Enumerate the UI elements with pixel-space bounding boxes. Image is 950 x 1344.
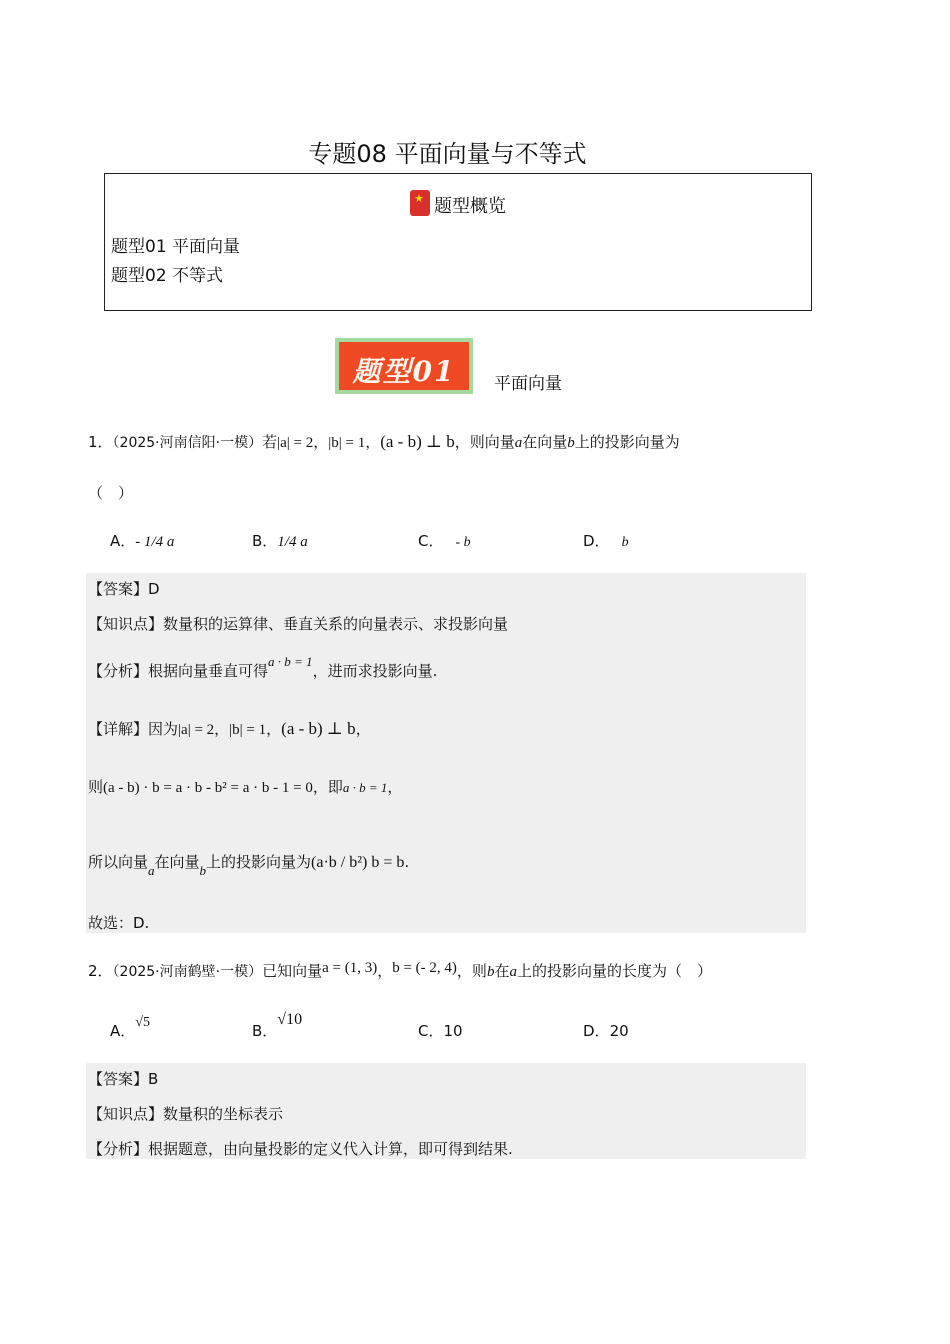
- detail-text: 在向量: [154, 853, 200, 871]
- analysis-tag: 【分析】: [88, 1140, 149, 1158]
- analysis-text: ，进而求投影向量.: [312, 662, 438, 680]
- option-a[interactable]: [110, 1015, 150, 1041]
- question-text: 在向量: [522, 433, 568, 451]
- option-label: C．: [418, 532, 444, 550]
- option-value: 1/4 a: [277, 534, 308, 550]
- question-2: [88, 960, 712, 981]
- option-value: - b: [455, 535, 471, 550]
- option-d[interactable]: [583, 530, 629, 551]
- option-label: B．: [252, 532, 278, 550]
- option-label: A．: [110, 532, 136, 550]
- answer-line: [88, 578, 160, 599]
- answer-tag: 【答案】: [88, 580, 149, 598]
- detail-math: |a| = 2: [178, 722, 215, 738]
- option-c[interactable]: [418, 1020, 463, 1041]
- math-var: a: [514, 435, 523, 451]
- overview-box: [104, 173, 812, 311]
- question-text: 若: [262, 433, 278, 451]
- option-label: D．: [583, 532, 610, 550]
- analysis-line: [88, 1138, 513, 1159]
- overview-heading-text: 题型概览: [434, 196, 506, 217]
- knowledge-line: [88, 613, 508, 634]
- option-c[interactable]: [418, 530, 471, 551]
- answer-tag: 【答案】: [88, 1070, 149, 1088]
- option-a[interactable]: [110, 530, 174, 551]
- math-var: a: [509, 964, 517, 980]
- question-1: [88, 431, 680, 452]
- option-d[interactable]: [583, 1020, 629, 1041]
- answer-value: B: [148, 1070, 159, 1088]
- math-cond-1: |a| = 2: [277, 435, 314, 451]
- detail-math: (a·b / b²) b = b: [311, 854, 405, 871]
- analysis-line: [88, 654, 438, 681]
- question-1-paren: （ ）: [88, 484, 134, 502]
- question-source: （2025·河南信阳·一模）: [112, 435, 263, 451]
- option-label: D．: [583, 1022, 610, 1040]
- separator: ，: [355, 720, 371, 738]
- option-label: A．: [110, 1022, 136, 1040]
- section-badge: [335, 338, 473, 394]
- knowledge-tag: 【知识点】: [88, 1105, 164, 1123]
- detail-math: (a - b) ⊥ b: [281, 719, 356, 738]
- question-text: 已知向量: [262, 962, 323, 980]
- analysis-text: 根据题意，由向量投影的定义代入计算，即可得到结果.: [148, 1140, 513, 1158]
- detail-text: 所以向量: [88, 853, 149, 871]
- math-cond-3: (a - b) ⊥ b: [380, 432, 455, 451]
- question-text: 上的投影向量为: [574, 433, 680, 451]
- separator: ，: [365, 433, 381, 451]
- math-cond-2: |b| = 1: [328, 435, 366, 451]
- detail-text: 因为: [148, 720, 179, 738]
- detail-line-1: [88, 718, 371, 739]
- conclusion-line: 故选：D.: [88, 914, 150, 932]
- question-source: （2025·河南鹤壁·一模）: [112, 964, 263, 980]
- question-text: 上的投影向量的长度为（ ）: [516, 962, 712, 980]
- math-vec-a: a = (1, 3): [322, 960, 378, 976]
- detail-line-3: [88, 851, 410, 878]
- question-number: 2．: [88, 962, 113, 980]
- separator: ，: [377, 962, 393, 980]
- detail-math: |b| = 1: [229, 722, 267, 738]
- detail-text: 则: [88, 778, 104, 796]
- detail-text: ，即: [312, 778, 343, 796]
- option-value: b: [621, 535, 629, 550]
- detail-tag: 【详解】: [88, 720, 149, 738]
- option-b[interactable]: [252, 530, 308, 551]
- option-value: - 1/4 a: [135, 534, 175, 550]
- option-value: √10: [277, 1011, 303, 1028]
- detail-math: a · b = 1: [342, 780, 388, 795]
- knowledge-line: [88, 1103, 283, 1124]
- answer-line: [88, 1068, 158, 1089]
- math-var: b: [486, 964, 495, 980]
- option-value: √5: [135, 1015, 150, 1030]
- math-var: b: [199, 863, 207, 878]
- analysis-tag: 【分析】: [88, 662, 149, 680]
- page-title: 专题08 平面向量与不等式: [308, 140, 587, 168]
- knowledge-value: 数量积的运算律、垂直关系的向量表示、求投影向量: [163, 615, 509, 633]
- knowledge-tag: 【知识点】: [88, 615, 164, 633]
- math-var: b: [567, 435, 575, 451]
- math-var: a: [148, 863, 155, 878]
- knowledge-value: 数量积的坐标表示: [163, 1105, 284, 1123]
- question-text: ，则向量: [454, 433, 515, 451]
- math-vec-b: b = (- 2, 4): [392, 960, 457, 976]
- option-label: B．: [252, 1022, 278, 1040]
- analysis-text: 根据向量垂直可得: [148, 662, 269, 680]
- option-value: 10: [443, 1022, 463, 1040]
- option-label: C．: [418, 1022, 444, 1040]
- overview-item-1: 题型01 平面向量: [111, 237, 241, 257]
- separator: ，: [313, 433, 329, 451]
- detail-line-2: [88, 776, 402, 797]
- option-b[interactable]: [252, 1011, 303, 1041]
- question-text: ，则: [456, 962, 487, 980]
- detail-text: .: [404, 853, 410, 871]
- overview-item-2: 题型02 不等式: [111, 266, 224, 286]
- answer-value: D: [148, 580, 160, 598]
- separator: ，: [214, 720, 230, 738]
- section-title: 平面向量: [494, 374, 562, 394]
- section-badge-text: 题型01: [352, 355, 456, 388]
- option-value: 20: [609, 1022, 629, 1040]
- detail-text: 上的投影向量为: [206, 853, 312, 871]
- detail-text: ，: [387, 778, 403, 796]
- separator: ，: [266, 720, 282, 738]
- question-number: 1．: [88, 433, 113, 451]
- analysis-math: a · b = 1: [268, 654, 313, 669]
- overview-heading: [105, 190, 811, 218]
- detail-math: (a - b) · b = a · b - b² = a · b - 1 = 0: [103, 780, 313, 796]
- question-text: 在: [494, 962, 510, 980]
- book-icon: [410, 190, 430, 216]
